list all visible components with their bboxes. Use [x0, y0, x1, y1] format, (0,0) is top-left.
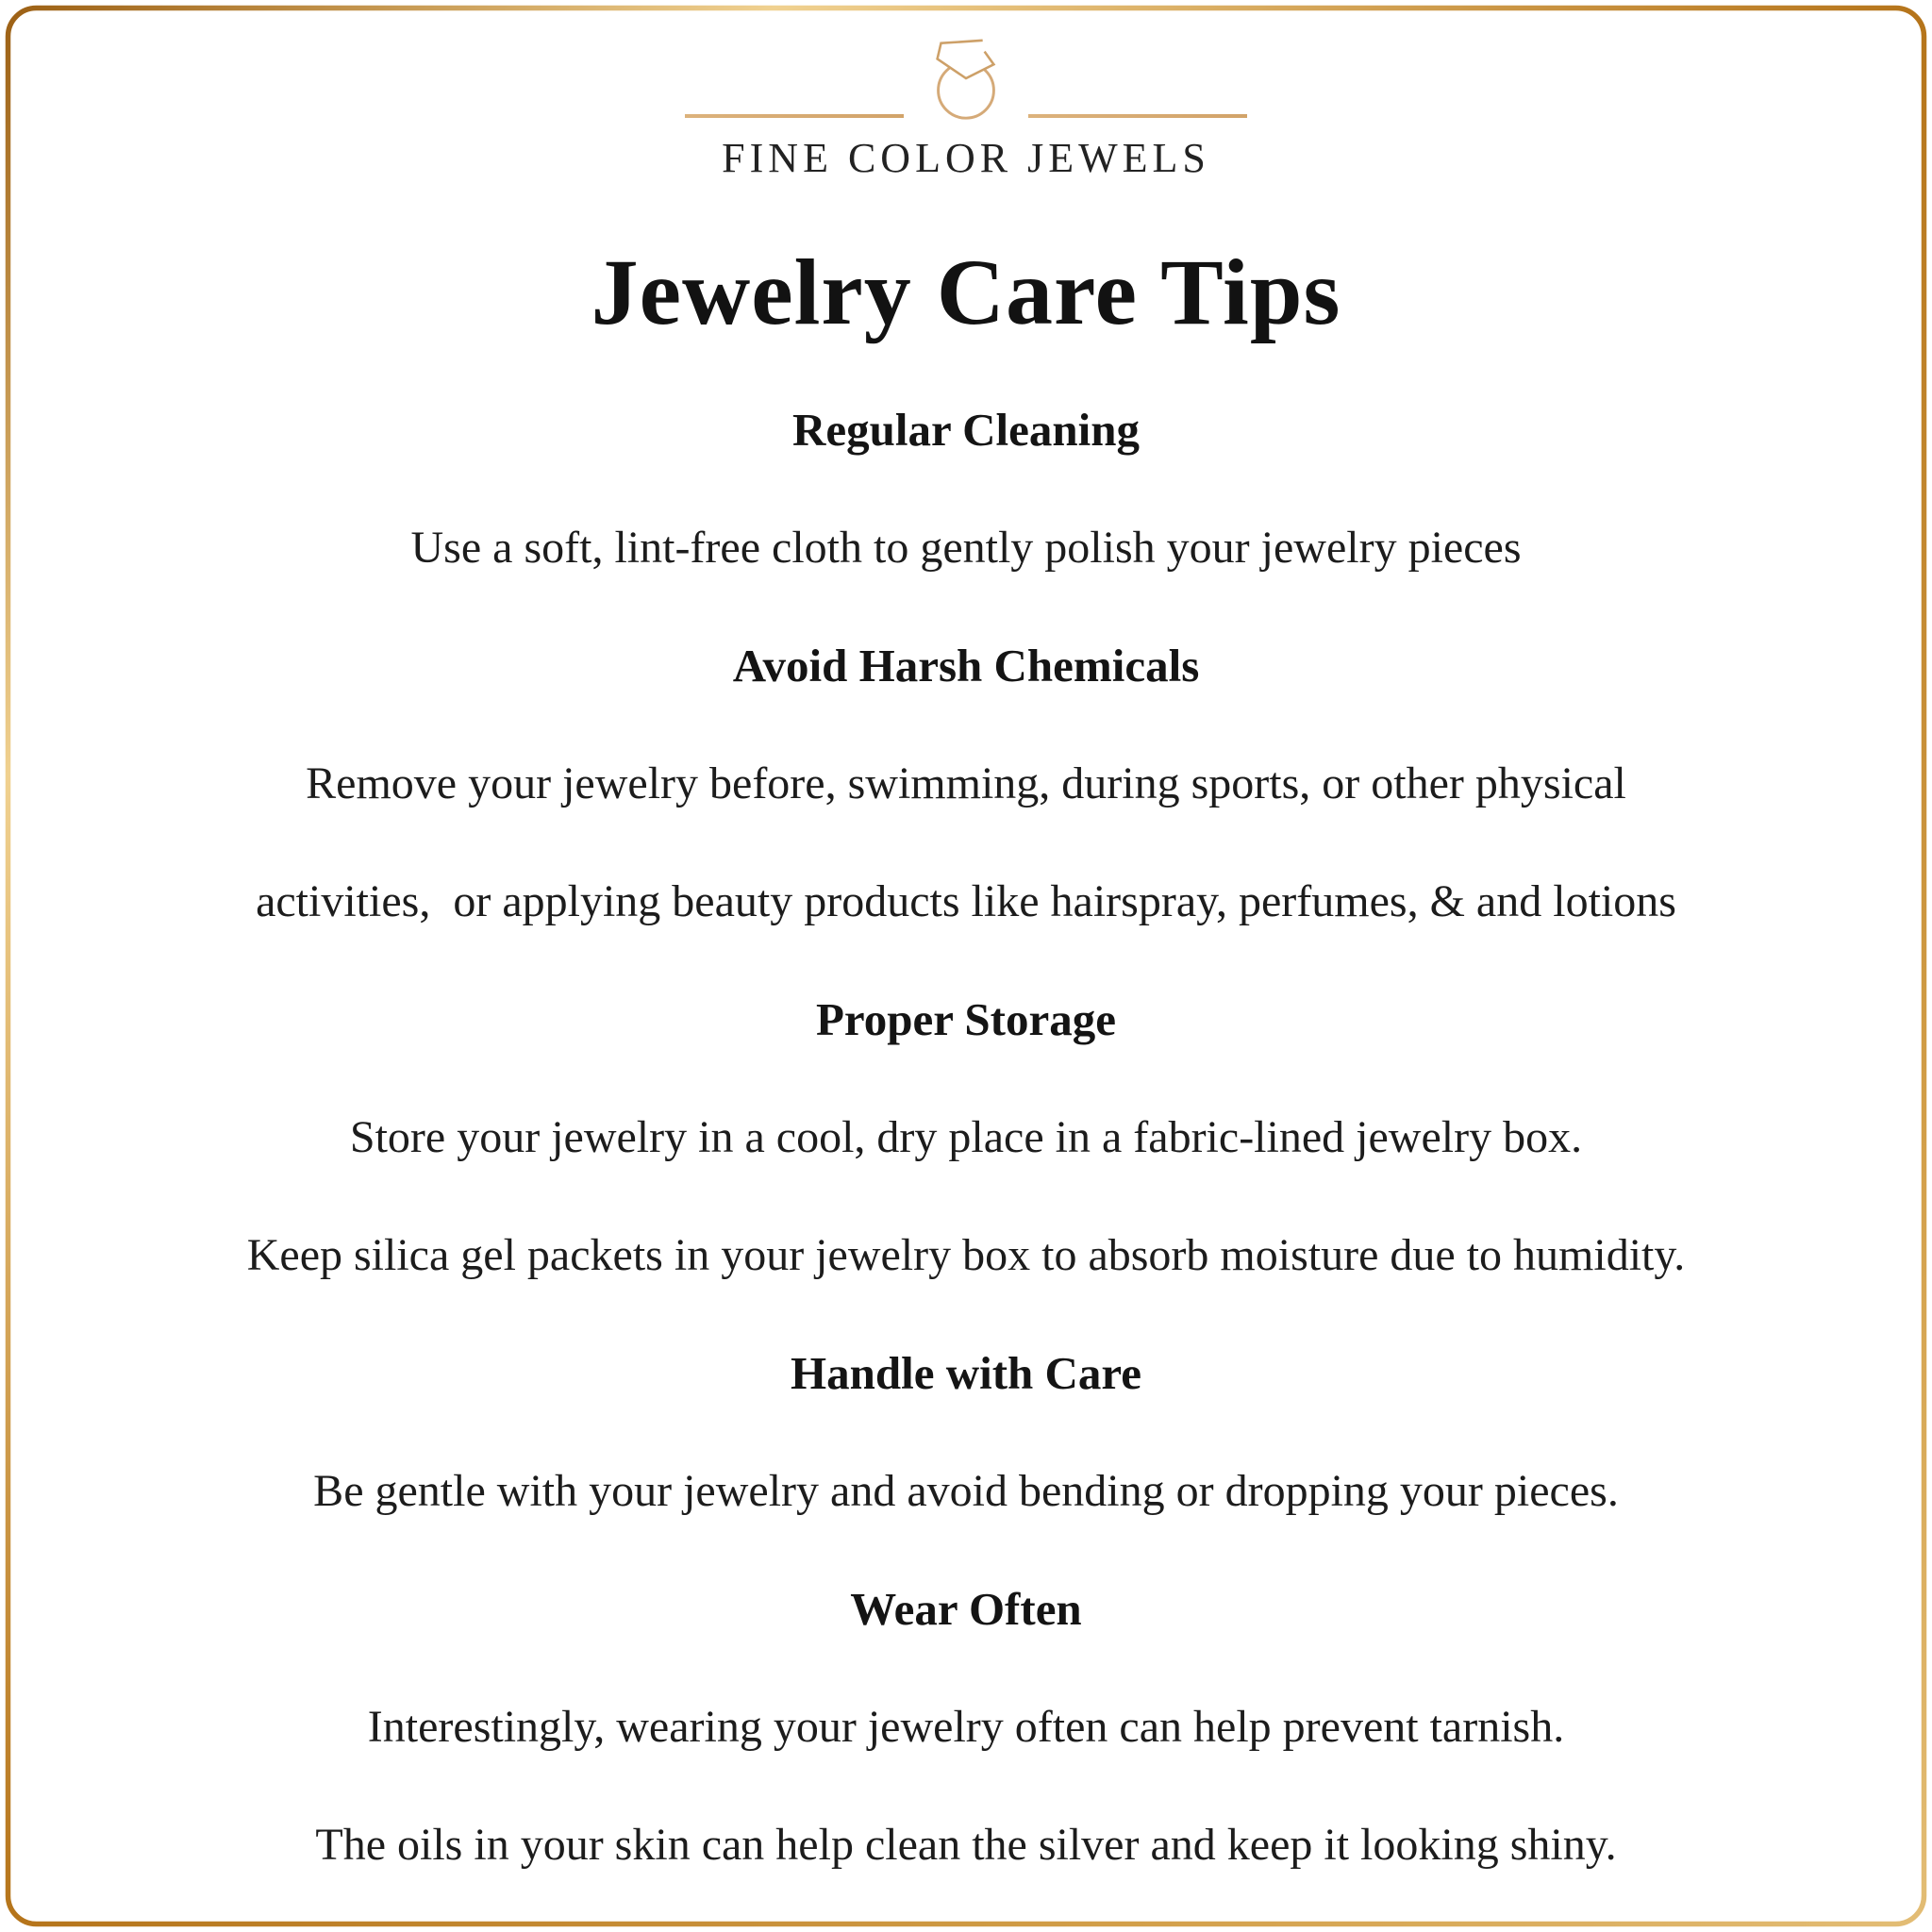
section-heading-wear-often: Wear Often: [850, 1583, 1082, 1635]
brand-logo: [0, 32, 1932, 128]
tip-line: Keep silica gel packets in your jewelry box to absorb moisture due to humidity.: [246, 1230, 1686, 1280]
tips-content: [0, 371, 1932, 1904]
tip-line: Use a soft, lint-free cloth to gently polish your jewelry pieces: [410, 523, 1522, 573]
section-heading-proper-storage: Proper Storage: [816, 993, 1116, 1045]
tip-line: Remove your jewelry before, swimming, during sports, or other physical: [306, 758, 1626, 808]
tip-line: Interestingly, wearing your jewelry often can help prevent tarnish.: [367, 1702, 1565, 1752]
brand-header: [0, 32, 1932, 179]
decorative-line-right: [1028, 114, 1247, 118]
page-title: Jewelry Care Tips: [591, 240, 1341, 344]
diamond-ring-logo-icon: [917, 32, 1015, 128]
tip-line: Store your jewelry in a cool, dry place in a fabric-lined jewelry box.: [349, 1112, 1583, 1162]
decorative-line-left: [685, 114, 904, 118]
brand-name: FINE COLOR JEWELS: [722, 135, 1210, 181]
tip-line: The oils in your skin can help clean the silver and keep it looking shiny.: [315, 1820, 1617, 1870]
tip-line: activities, or applying beauty products like hairspray, perfumes, & and lotions: [256, 876, 1676, 926]
section-heading-handle-with-care: Handle with Care: [790, 1347, 1142, 1399]
section-heading-avoid-harsh-chemicals: Avoid Harsh Chemicals: [732, 640, 1200, 691]
tip-line: Be gentle with your jewelry and avoid bending or dropping your pieces.: [313, 1466, 1619, 1516]
section-heading-regular-cleaning: Regular Cleaning: [792, 404, 1140, 456]
